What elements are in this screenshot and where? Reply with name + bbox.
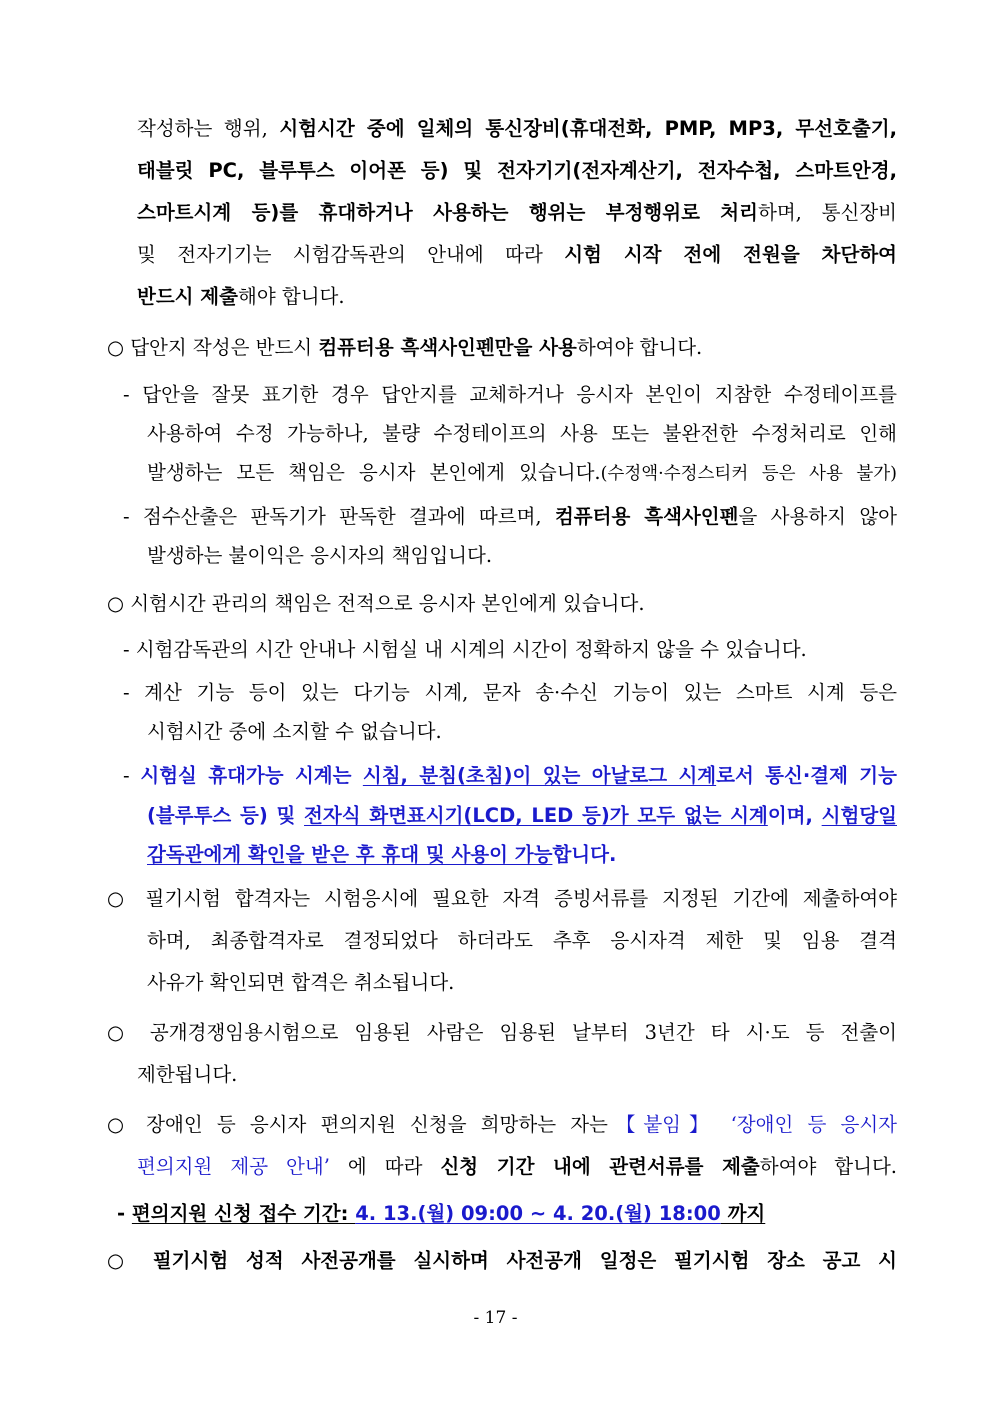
text-line: [137, 1060, 237, 1090]
text-line: [147, 541, 492, 571]
text-line: [123, 502, 897, 532]
text-segment: (수정액·수정스티커 등은 사용 불가): [600, 464, 897, 484]
text-segment: 시험 시작 전에 전원을 차단하여: [564, 243, 897, 266]
text-segment: 사유가 확인되면 합격은 취소됩니다.: [147, 971, 455, 994]
text-segment: 사용하여 수정 가능하나, 불량 수정테이프의 사용 또는 불완전한 수정처리로 인해: [147, 422, 897, 445]
text-line: [107, 884, 897, 914]
text-line: [137, 1152, 897, 1182]
text-line: [123, 380, 897, 410]
text-segment: 제한됩니다.: [137, 1063, 238, 1086]
text-line: [137, 156, 897, 186]
text-segment: 【붙임】 ‘장애인 등 응시자: [607, 1113, 897, 1136]
text-segment: 작성하는 행위,: [137, 117, 280, 140]
text-line: [147, 717, 442, 747]
text-line: [147, 840, 616, 870]
text-line: [123, 635, 807, 665]
text-segment: 시험시간 중에 일체의 통신장비(휴대전화, PMP, MP3, 무선호출기,: [279, 117, 897, 140]
text-line: [137, 282, 345, 312]
text-line: [107, 333, 702, 363]
text-segment: 컴퓨터용 흑색사인펜: [554, 505, 739, 528]
text-segment: 발생하는 불이익은 응시자의 책임입니다.: [147, 544, 493, 567]
text-line: [137, 114, 897, 144]
text-segment: 시험실 휴대가능 시계는: [140, 764, 363, 787]
text-segment: 편의지원 신청 접수 기간:: [131, 1202, 356, 1225]
text-segment: 4. 13.(월) 09:00 ~ 4. 20.(월) 18:00: [355, 1202, 721, 1225]
text-segment: 하며, 최종합격자로 결정되었다 하더라도 추후 응시자격 제한 및 임용 결격: [147, 929, 897, 952]
text-segment: - 점수산출은 판독기가 판독한 결과에 따르며,: [123, 505, 555, 528]
text-segment: 을 사용하지 않아: [738, 505, 897, 528]
text-segment: ○ 필기시험 합격자는 시험응시에 필요한 자격 증빙서류를 지정된 기간에 제출하여야: [107, 887, 897, 910]
text-segment: 반드시 제출: [137, 285, 238, 308]
text-segment: 이며,: [767, 804, 822, 827]
text-segment: 하여야 합니다.: [576, 336, 703, 359]
text-segment: 하여야 합니다.: [759, 1155, 897, 1178]
text-segment: ○ 시험시간 관리의 책임은 전적으로 응시자 본인에게 있습니다.: [107, 592, 645, 615]
text-line: [137, 240, 897, 270]
text-segment: 신청 기간 내에 관련서류를 제출: [440, 1155, 760, 1178]
text-segment: -: [117, 1202, 132, 1225]
text-segment: 발생하는 모든 책임은 응시자 본인에게 있습니다.: [147, 461, 601, 484]
text-segment: 까지: [720, 1202, 766, 1225]
text-segment: 및 전자기기는 시험감독관의 안내에 따라: [137, 243, 565, 266]
text-segment: 감독관에게 확인을 받은 후 휴대 및 사용이 가능: [147, 843, 553, 866]
text-segment: ○ 장애인 등 응시자 편의지원 신청을 희망하는 자는: [107, 1113, 608, 1136]
text-line: [147, 419, 897, 449]
text-line: [147, 926, 897, 956]
text-line: [107, 1246, 897, 1276]
text-segment: - 답안을 잘못 표기한 경우 답안지를 교체하거나 응시자 본인이 지참한 수정테이프를: [123, 383, 897, 406]
text-line: [123, 761, 897, 791]
text-segment: - 계산 기능 등이 있는 다기능 시계, 문자 송·수신 기능이 있는 스마트 시계 등은: [123, 681, 897, 704]
text-segment: 시험시간 중에 소지할 수 없습니다.: [147, 720, 442, 743]
text-segment: 전자식 화면표시기(LCD, LED 등)가 모두 없는 시계: [304, 804, 768, 827]
text-line: [107, 1110, 897, 1140]
text-segment: 컴퓨터용 흑색사인펜만을 사용: [318, 336, 577, 359]
text-line: [147, 458, 897, 488]
text-segment: 시험당일: [821, 804, 897, 827]
text-segment: 편의지원 제공 안내’: [137, 1155, 330, 1178]
text-line: [107, 589, 645, 619]
text-segment: 해야 합니다.: [237, 285, 345, 308]
text-segment: ○ 공개경쟁임용시험으로 임용된 사람은 임용된 날부터 3년간 타 시·도 등 전출이: [107, 1021, 897, 1044]
text-line: [107, 1018, 897, 1048]
text-segment: 시침, 분침(초침)이 있는 아날로그 시계: [362, 764, 717, 787]
text-segment: 하며, 통신장비: [757, 201, 897, 224]
text-line: [137, 198, 897, 228]
text-segment: 태블릿 PC, 블루투스 이어폰 등) 및 전자기기(전자계산기, 전자수첩, 스마트안경,: [137, 159, 897, 182]
page-number: - 17 -: [473, 1308, 518, 1328]
text-segment: 에 따라: [329, 1155, 441, 1178]
text-segment: ○ 답안지 작성은 반드시: [107, 336, 319, 359]
text-segment: ○ 필기시험 성적 사전공개를 실시하며 사전공개 일정은 필기시험 장소 공고 시: [107, 1249, 897, 1272]
text-line: [117, 1199, 765, 1229]
text-segment: 로서 통신·결제 기능: [716, 764, 897, 787]
text-line: [123, 678, 897, 708]
text-segment: 합니다.: [552, 843, 617, 866]
text-segment: 스마트시계 등)를 휴대하거나 사용하는 행위는 부정행위로 처리: [137, 201, 758, 224]
text-line: [147, 801, 897, 831]
text-segment: -: [123, 764, 141, 787]
text-line: [147, 968, 454, 998]
text-segment: (블루투스 등) 및: [147, 804, 305, 827]
text-segment: - 시험감독관의 시간 안내나 시험실 내 시계의 시간이 정확하지 않을 수 있습니다.: [123, 638, 807, 661]
